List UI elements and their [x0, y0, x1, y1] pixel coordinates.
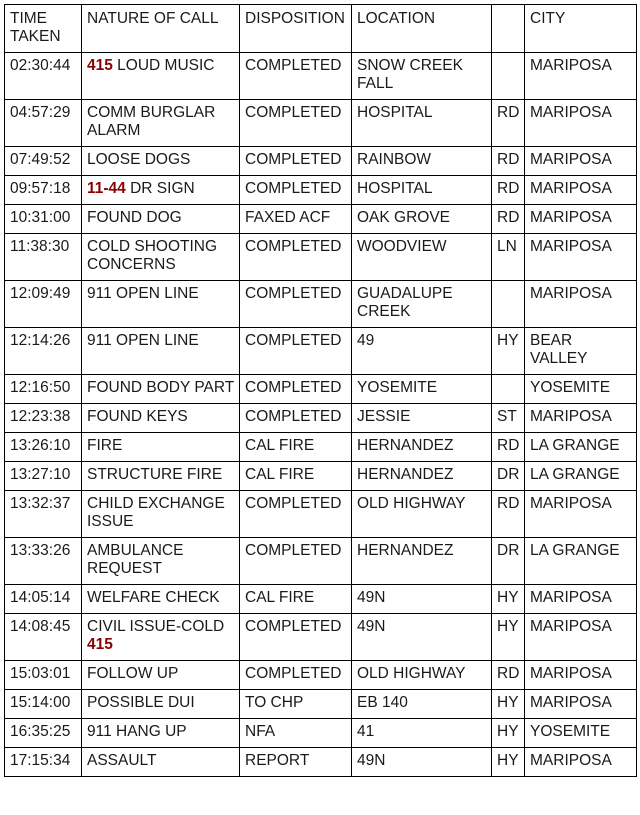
time-cell: 09:57:18	[5, 176, 82, 205]
time-cell: 16:35:25	[5, 719, 82, 748]
disposition-cell: TO CHP	[240, 690, 352, 719]
nature-text: 911 HANG UP	[87, 723, 187, 740]
street-suffix-cell	[492, 375, 525, 404]
disposition-cell: COMPLETED	[240, 100, 352, 147]
location-cell: SNOW CREEK FALL	[352, 53, 492, 100]
nature-cell	[82, 585, 240, 614]
city-cell: MARIPOSA	[525, 176, 637, 205]
disposition-cell: COMPLETED	[240, 614, 352, 661]
disposition-cell: FAXED ACF	[240, 205, 352, 234]
location-cell: GUADALUPE CREEK	[352, 281, 492, 328]
time-cell: 17:15:34	[5, 748, 82, 777]
nature-cell	[82, 281, 240, 328]
city-cell: MARIPOSA	[525, 690, 637, 719]
street-suffix-cell: RD	[492, 661, 525, 690]
city-cell: MARIPOSA	[525, 205, 637, 234]
street-suffix-cell: HY	[492, 719, 525, 748]
disposition-cell: CAL FIRE	[240, 433, 352, 462]
disposition-cell: COMPLETED	[240, 491, 352, 538]
time-cell: 12:16:50	[5, 375, 82, 404]
table-row	[5, 147, 637, 176]
street-suffix-cell	[492, 53, 525, 100]
street-suffix-cell: HY	[492, 328, 525, 375]
time-cell: 11:38:30	[5, 234, 82, 281]
nature-text: 911 OPEN LINE	[87, 285, 199, 302]
city-cell: MARIPOSA	[525, 491, 637, 538]
header-time-taken: TIME TAKEN	[5, 5, 82, 53]
nature-text: COLD SHOOTING CONCERNS	[87, 238, 222, 273]
city-cell: LA GRANGE	[525, 462, 637, 491]
disposition-cell: COMPLETED	[240, 375, 352, 404]
disposition-cell: COMPLETED	[240, 661, 352, 690]
city-cell: YOSEMITE	[525, 375, 637, 404]
disposition-cell: COMPLETED	[240, 538, 352, 585]
street-suffix-cell: HY	[492, 690, 525, 719]
location-cell: HERNANDEZ	[352, 433, 492, 462]
street-suffix-cell: RD	[492, 176, 525, 205]
street-suffix-cell: ST	[492, 404, 525, 433]
nature-cell	[82, 719, 240, 748]
city-cell: MARIPOSA	[525, 404, 637, 433]
city-cell: LA GRANGE	[525, 433, 637, 462]
nature-cell	[82, 205, 240, 234]
city-cell: MARIPOSA	[525, 614, 637, 661]
street-suffix-cell: RD	[492, 491, 525, 538]
location-cell: EB 140	[352, 690, 492, 719]
street-suffix-cell: RD	[492, 147, 525, 176]
table-row	[5, 375, 637, 404]
location-cell: RAINBOW	[352, 147, 492, 176]
city-cell: LA GRANGE	[525, 538, 637, 585]
nature-text: STRUCTURE FIRE	[87, 466, 223, 483]
city-cell: BEAR VALLEY	[525, 328, 637, 375]
nature-text: ASSAULT	[87, 752, 157, 769]
nature-cell	[82, 491, 240, 538]
nature-cell	[82, 176, 240, 205]
location-cell: YOSEMITE	[352, 375, 492, 404]
location-cell: JESSIE	[352, 404, 492, 433]
disposition-cell: COMPLETED	[240, 176, 352, 205]
table-row	[5, 176, 637, 205]
disposition-cell: CAL FIRE	[240, 585, 352, 614]
table-row	[5, 585, 637, 614]
nature-cell	[82, 53, 240, 100]
city-cell: MARIPOSA	[525, 53, 637, 100]
header-location: LOCATION	[352, 5, 492, 53]
city-cell: MARIPOSA	[525, 585, 637, 614]
time-cell: 14:05:14	[5, 585, 82, 614]
call-code: 415	[87, 57, 113, 74]
nature-text: COMM BURGLAR ALARM	[87, 104, 219, 139]
disposition-cell: COMPLETED	[240, 281, 352, 328]
call-log-table	[4, 4, 637, 777]
header-disposition: DISPOSITION	[240, 5, 352, 53]
call-code: 415	[87, 636, 113, 653]
table-row	[5, 614, 637, 661]
location-cell: HOSPITAL	[352, 100, 492, 147]
nature-text: LOOSE DOGS	[87, 151, 191, 168]
street-suffix-cell: DR	[492, 538, 525, 585]
location-cell: 49N	[352, 614, 492, 661]
nature-cell	[82, 100, 240, 147]
location-cell: 49	[352, 328, 492, 375]
city-cell: YOSEMITE	[525, 719, 637, 748]
call-code: 11-44	[87, 180, 126, 197]
time-cell: 10:31:00	[5, 205, 82, 234]
nature-text: FIRE	[87, 437, 123, 454]
street-suffix-cell: HY	[492, 748, 525, 777]
disposition-cell: CAL FIRE	[240, 462, 352, 491]
location-cell: HERNANDEZ	[352, 462, 492, 491]
disposition-cell: NFA	[240, 719, 352, 748]
time-cell: 13:27:10	[5, 462, 82, 491]
time-cell: 02:30:44	[5, 53, 82, 100]
nature-cell	[82, 748, 240, 777]
time-cell: 12:14:26	[5, 328, 82, 375]
street-suffix-cell: HY	[492, 585, 525, 614]
nature-cell	[82, 538, 240, 585]
disposition-cell: COMPLETED	[240, 404, 352, 433]
street-suffix-cell	[492, 281, 525, 328]
nature-text: DR SIGN	[125, 180, 195, 197]
disposition-cell: COMPLETED	[240, 147, 352, 176]
location-cell: HERNANDEZ	[352, 538, 492, 585]
table-row	[5, 748, 637, 777]
time-cell: 15:14:00	[5, 690, 82, 719]
time-cell: 12:09:49	[5, 281, 82, 328]
table-row	[5, 538, 637, 585]
nature-text: CHILD EXCHANGE ISSUE	[87, 495, 230, 530]
nature-cell	[82, 234, 240, 281]
time-cell: 04:57:29	[5, 100, 82, 147]
location-cell: 41	[352, 719, 492, 748]
nature-text: FOUND DOG	[87, 209, 182, 226]
time-cell: 13:33:26	[5, 538, 82, 585]
table-row	[5, 100, 637, 147]
city-cell: MARIPOSA	[525, 147, 637, 176]
table-row	[5, 719, 637, 748]
time-cell: 14:08:45	[5, 614, 82, 661]
time-cell: 13:26:10	[5, 433, 82, 462]
table-row	[5, 281, 637, 328]
disposition-cell: COMPLETED	[240, 234, 352, 281]
table-row	[5, 53, 637, 100]
city-cell: MARIPOSA	[525, 281, 637, 328]
location-cell: 49N	[352, 585, 492, 614]
location-cell: 49N	[352, 748, 492, 777]
time-cell: 12:23:38	[5, 404, 82, 433]
nature-text: FOUND BODY PART	[87, 379, 235, 396]
table-row	[5, 491, 637, 538]
nature-cell	[82, 614, 240, 661]
nature-text: WELFARE CHECK	[87, 589, 220, 606]
nature-text: 911 OPEN LINE	[87, 332, 199, 349]
nature-cell	[82, 375, 240, 404]
header-city: CITY	[525, 5, 637, 53]
header-row	[5, 5, 637, 53]
nature-text: CIVIL ISSUE-COLD	[87, 618, 229, 635]
street-suffix-cell: RD	[492, 100, 525, 147]
location-cell: WOODVIEW	[352, 234, 492, 281]
time-cell: 15:03:01	[5, 661, 82, 690]
table-row	[5, 404, 637, 433]
street-suffix-cell: RD	[492, 205, 525, 234]
nature-text: AMBULANCE REQUEST	[87, 542, 188, 577]
city-cell: MARIPOSA	[525, 100, 637, 147]
disposition-cell: COMPLETED	[240, 53, 352, 100]
city-cell: MARIPOSA	[525, 661, 637, 690]
nature-text: FOLLOW UP	[87, 665, 179, 682]
time-cell: 07:49:52	[5, 147, 82, 176]
disposition-cell: REPORT	[240, 748, 352, 777]
nature-cell	[82, 147, 240, 176]
table-row	[5, 462, 637, 491]
table-row	[5, 433, 637, 462]
nature-text: LOUD MUSIC	[112, 57, 215, 74]
nature-cell	[82, 404, 240, 433]
table-row	[5, 205, 637, 234]
street-suffix-cell: LN	[492, 234, 525, 281]
street-suffix-cell: DR	[492, 462, 525, 491]
street-suffix-cell: HY	[492, 614, 525, 661]
nature-text: FOUND KEYS	[87, 408, 188, 425]
city-cell: MARIPOSA	[525, 748, 637, 777]
nature-cell	[82, 462, 240, 491]
city-cell: MARIPOSA	[525, 234, 637, 281]
header-street-suffix	[492, 5, 525, 53]
time-cell: 13:32:37	[5, 491, 82, 538]
nature-text: POSSIBLE DUI	[87, 694, 195, 711]
location-cell: OLD HIGHWAY	[352, 491, 492, 538]
table-row	[5, 661, 637, 690]
table-row	[5, 328, 637, 375]
nature-cell	[82, 433, 240, 462]
disposition-cell: COMPLETED	[240, 328, 352, 375]
street-suffix-cell: RD	[492, 433, 525, 462]
nature-cell	[82, 661, 240, 690]
table-row	[5, 690, 637, 719]
location-cell: OAK GROVE	[352, 205, 492, 234]
nature-cell	[82, 328, 240, 375]
location-cell: OLD HIGHWAY	[352, 661, 492, 690]
table-row	[5, 234, 637, 281]
nature-cell	[82, 690, 240, 719]
location-cell: HOSPITAL	[352, 176, 492, 205]
header-nature-of-call: NATURE OF CALL	[82, 5, 240, 53]
